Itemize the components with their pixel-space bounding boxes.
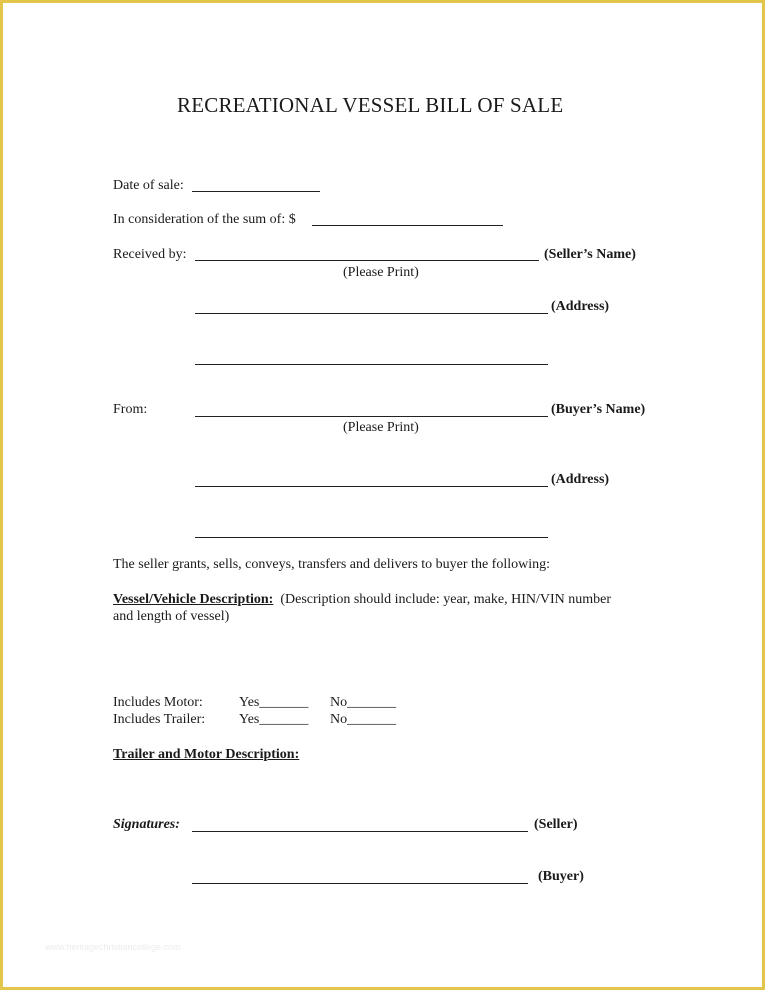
received-by-label: Received by: bbox=[113, 247, 187, 262]
seller-address-line-2[interactable] bbox=[195, 364, 548, 365]
motor-yes-field[interactable]: Yes_______ bbox=[239, 695, 309, 710]
buyer-signature-line[interactable] bbox=[192, 883, 528, 884]
trailer-no-field[interactable]: No_______ bbox=[330, 712, 397, 727]
description-note-2: and length of vessel) bbox=[113, 609, 230, 624]
includes-trailer-label: Includes Trailer: bbox=[113, 712, 206, 727]
date-field-line[interactable] bbox=[192, 191, 320, 192]
seller-name-line[interactable] bbox=[195, 260, 539, 261]
buyer-address-label: (Address) bbox=[551, 472, 610, 487]
please-print-seller: (Please Print) bbox=[343, 265, 419, 280]
from-label: From: bbox=[113, 402, 148, 417]
watermark: www.heritagechristiancollege.com bbox=[45, 942, 181, 952]
seller-address-line-1[interactable] bbox=[195, 313, 548, 314]
consideration-label: In consideration of the sum of: $ bbox=[113, 212, 296, 227]
buyer-name-line[interactable] bbox=[195, 416, 548, 417]
includes-motor-label: Includes Motor: bbox=[113, 695, 203, 710]
buyer-signature-label: (Buyer) bbox=[538, 869, 584, 884]
sum-field-line[interactable] bbox=[312, 225, 503, 226]
seller-signature-line[interactable] bbox=[192, 831, 528, 832]
motor-no-field[interactable]: No_______ bbox=[330, 695, 397, 710]
description-line-1 bbox=[113, 592, 611, 608]
trailer-motor-heading: Trailer and Motor Description: bbox=[113, 747, 300, 762]
signatures-label: Signatures: bbox=[113, 817, 180, 832]
buyer-name-label: (Buyer’s Name) bbox=[551, 402, 646, 417]
seller-name-label: (Seller’s Name) bbox=[544, 247, 636, 262]
description-note-1: (Description should include: year, make, HIN/VIN number bbox=[280, 592, 612, 607]
seller-signature-label: (Seller) bbox=[534, 817, 578, 832]
date-label: Date of sale: bbox=[113, 178, 184, 193]
buyer-address-line-1[interactable] bbox=[195, 486, 548, 487]
trailer-yes-field[interactable]: Yes_______ bbox=[239, 712, 309, 727]
document-title: RECREATIONAL VESSEL BILL OF SALE bbox=[177, 93, 564, 117]
grant-statement: The seller grants, sells, conveys, transfers and delivers to buyer the following: bbox=[113, 557, 550, 572]
seller-address-label: (Address) bbox=[551, 299, 610, 314]
buyer-address-line-2[interactable] bbox=[195, 537, 548, 538]
description-heading: Vessel/Vehicle Description: bbox=[113, 592, 274, 607]
please-print-buyer: (Please Print) bbox=[343, 420, 419, 435]
document-page bbox=[3, 3, 762, 987]
